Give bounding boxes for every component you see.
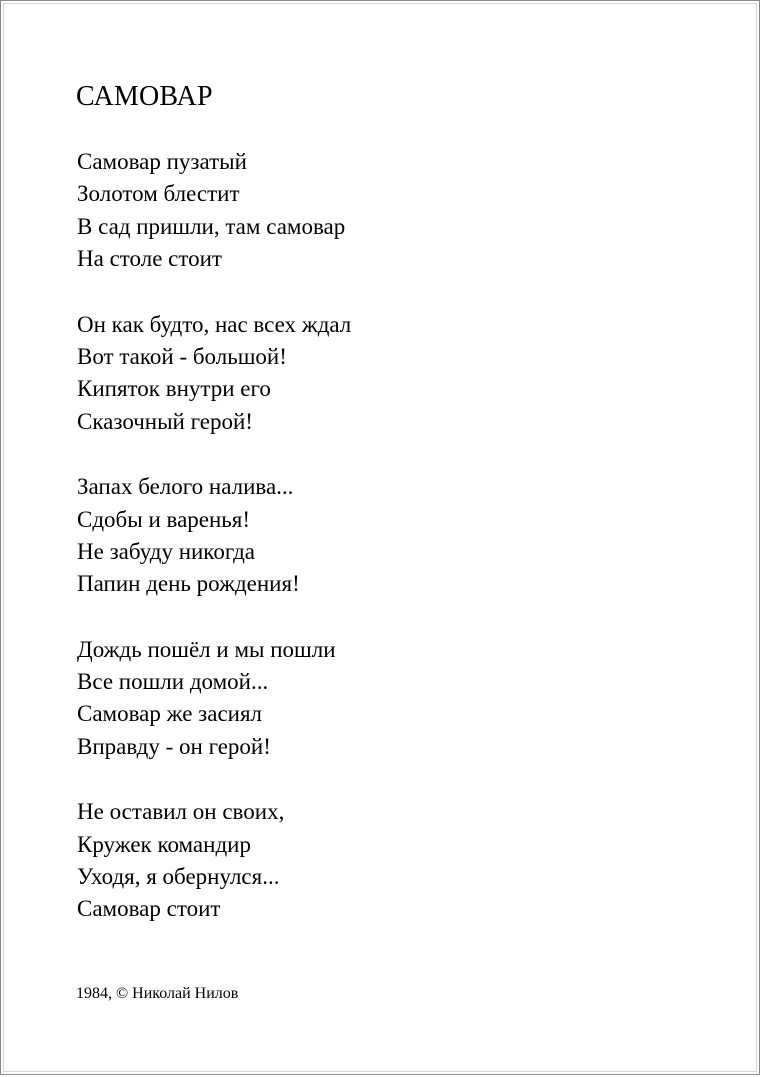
stanza-3 [77, 471, 351, 601]
poem-line: Золотом блестит [77, 181, 240, 207]
poem-line: Уходя, я обернулся... [77, 864, 280, 890]
poem-line: Сказочный герой! [77, 408, 253, 434]
poem-body [77, 146, 351, 959]
stanza-4 [77, 634, 351, 764]
stanza-1 [77, 146, 351, 276]
stanza-5 [77, 796, 351, 926]
poem-line: Не оставил он своих, [77, 799, 285, 825]
poem-line: Он как будто, нас всех ждал [77, 311, 352, 337]
poem-line: Папин день рождения! [77, 571, 300, 597]
poem-line: Дождь пошёл и мы пошли [77, 636, 336, 662]
poem-line: В сад пришли, там самовар [77, 213, 346, 239]
poem-line: Все пошли домой... [77, 669, 269, 695]
poem-line: Не забуду никогда [77, 538, 256, 564]
poem-line: Вправду - он герой! [77, 733, 271, 759]
copyright-footer: 1984, © Николай Нилов [76, 985, 239, 1002]
poem-line: Самовар стоит [77, 896, 221, 922]
stanza-2 [77, 309, 351, 439]
poem-line: На столе стоит [77, 246, 222, 272]
poem-line: Кипяток внутри его [77, 376, 271, 402]
poem-line: Кружек командир [77, 831, 251, 857]
poem-line: Вот такой - большой! [77, 343, 287, 369]
poem-title: САМОВАР [76, 81, 213, 112]
poem-line: Самовар пузатый [77, 149, 247, 174]
poem-line: Сдобы и варенья! [77, 506, 251, 532]
poem-line: Самовар же засиял [77, 701, 263, 727]
poem-line: Запах белого налива... [77, 474, 294, 500]
